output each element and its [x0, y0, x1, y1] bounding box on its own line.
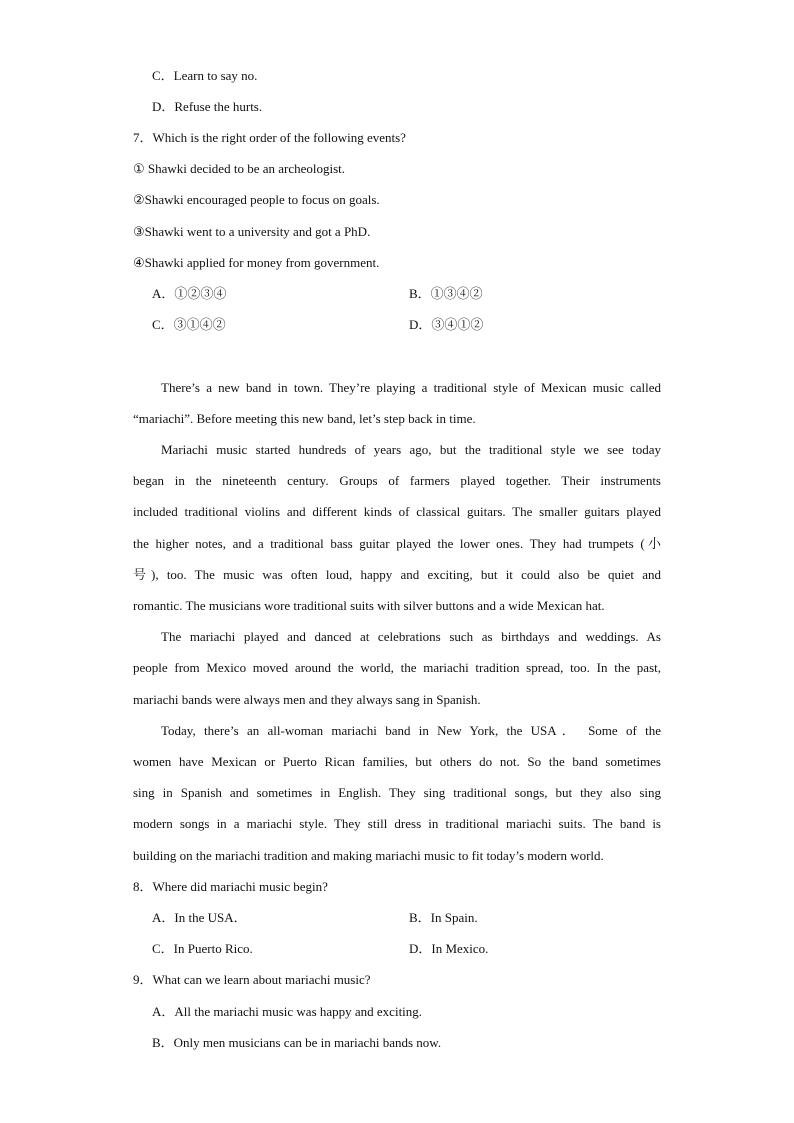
passage-line: women have Mexican or Puerto Rican families, but others do not. So the band sometimes	[133, 754, 661, 769]
passage-line: Mariachi music started hundreds of years ago, but the traditional style we see today	[161, 442, 661, 457]
q9-option-a: A．All the mariachi music was happy and exciting.	[152, 1004, 423, 1019]
q7-option-b: B．①③④②	[409, 286, 483, 301]
q8-option-c: C．In Puerto Rico.	[152, 941, 253, 956]
passage-line: building on the mariachi tradition and making mariachi music to fit today’s modern world.	[133, 848, 604, 863]
q7-option-d: D．③④①②	[409, 317, 484, 332]
q6-option-d: D．Refuse the hurts.	[152, 99, 263, 114]
passage-line: modern songs in a mariachi style. They still dress in traditional mariachi suits. The band is	[133, 816, 661, 831]
q7-event-3: ③Shawki went to a university and got a PhD.	[133, 224, 371, 239]
q7-event-4: ④Shawki applied for money from government.	[133, 255, 380, 270]
q7-stem: 7．Which is the right order of the following events?	[133, 130, 406, 145]
q8-option-d: D．In Mexico.	[409, 941, 489, 956]
passage-line: Today, there’s an all-woman mariachi band in New York, the USA． Some of the	[161, 723, 661, 738]
q9-option-b: B．Only men musicians can be in mariachi bands now.	[152, 1035, 442, 1050]
q8-option-b: B．In Spain.	[409, 910, 478, 925]
q7-option-c: C．③①④②	[152, 317, 226, 332]
passage-line: people from Mexico moved around the world, the mariachi tradition spread, too. In the past,	[133, 660, 661, 675]
passage-line: mariachi bands were always men and they always sang in Spanish.	[133, 692, 481, 707]
passage-line: the higher notes, and a traditional bass guitar played the lower ones. They had trumpets (小	[133, 536, 661, 551]
passage-line: There’s a new band in town. They’re playing a traditional style of Mexican music called	[161, 380, 661, 395]
passage-line: “mariachi”. Before meeting this new band, let’s step back in time.	[133, 411, 476, 426]
passage-line: included traditional violins and different kinds of classical guitars. The smaller guitars played	[133, 504, 661, 519]
q9-stem: 9．What can we learn about mariachi music?	[133, 972, 371, 987]
q8-option-a: A．In the USA．	[152, 910, 247, 925]
q7-event-1: ① Shawki decided to be an archeologist.	[133, 161, 346, 176]
q7-option-a: A．①②③④	[152, 286, 227, 301]
passage-line: The mariachi played and danced at celebrations such as birthdays and weddings. As	[161, 629, 661, 644]
q8-stem: 8．Where did mariachi music begin?	[133, 879, 328, 894]
q6-option-c: C．Learn to say no.	[152, 68, 258, 83]
passage-line: began in the nineteenth century. Groups of farmers played together. Their instruments	[133, 473, 661, 488]
q7-event-2: ②Shawki encouraged people to focus on goals.	[133, 192, 380, 207]
passage-line: sing in Spanish and sometimes in English. They sing traditional songs, but they also sing	[133, 785, 661, 800]
passage-line: romantic. The musicians wore traditional suits with silver buttons and a wide Mexican hat.	[133, 598, 605, 613]
passage-line: 号), too. The music was often loud, happy and exciting, but it could also be quiet and	[133, 567, 661, 582]
